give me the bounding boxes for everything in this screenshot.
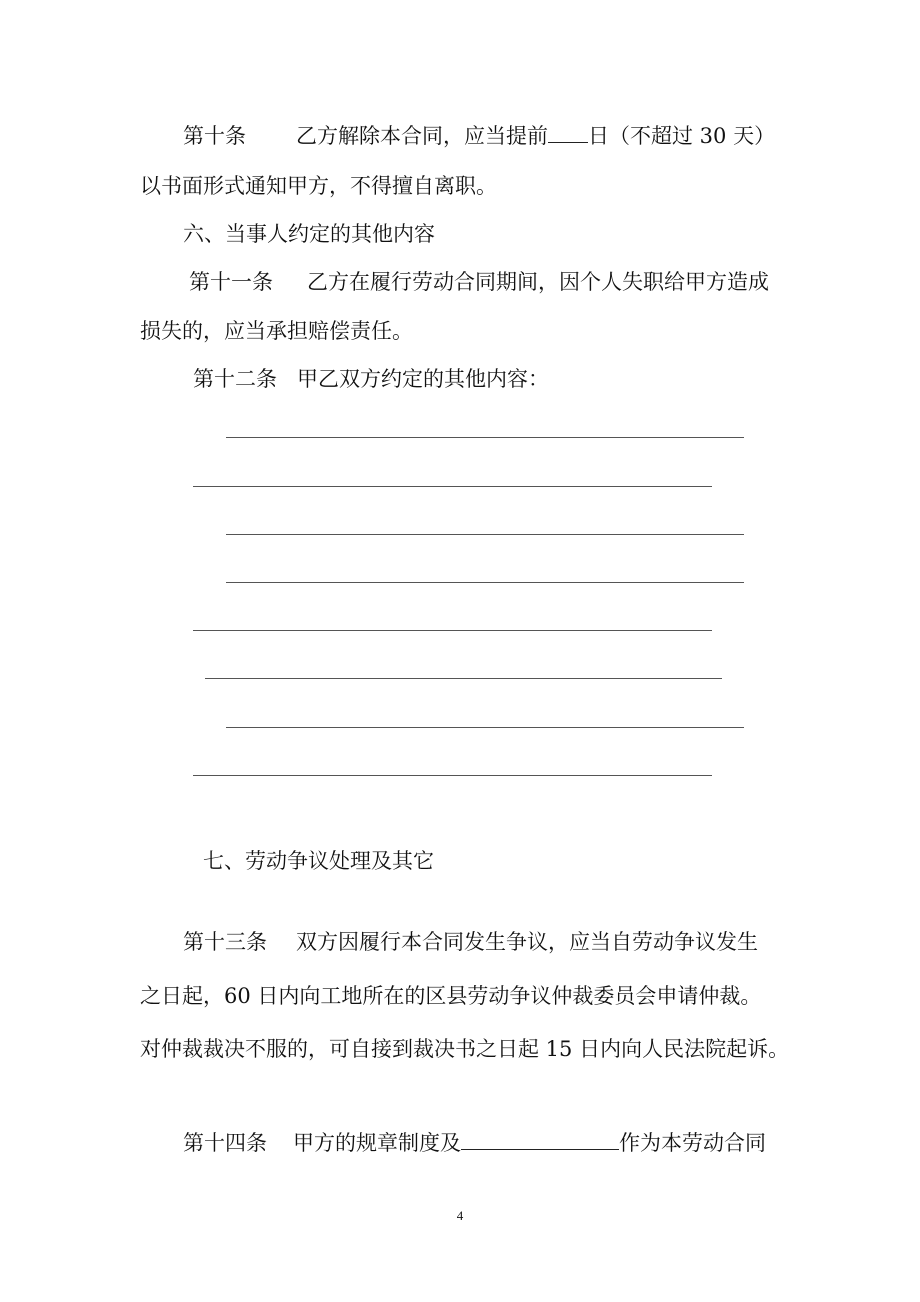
article-13-line-1 (183, 927, 758, 957)
article-12-text: 甲乙双方约定的其他内容： (297, 367, 549, 391)
fill-in-line[interactable] (193, 486, 712, 487)
fill-in-line[interactable] (226, 534, 744, 535)
article-12-label: 第十二条 (193, 367, 277, 391)
article-10-label: 第十条 (183, 124, 246, 148)
section-6-heading: 六、当事人约定的其他内容 (183, 222, 435, 246)
notice-days-blank[interactable] (548, 122, 588, 143)
article-14-line (183, 1128, 766, 1158)
fill-in-line[interactable] (205, 678, 722, 679)
article-11-line-1 (189, 267, 769, 297)
fill-in-line[interactable] (193, 630, 712, 631)
page-number: 4 (456, 1208, 464, 1223)
article-10-line-2: 以书面形式通知甲方，不得擅自离职。 (140, 174, 497, 198)
article-14-label: 第十四条 (183, 1131, 267, 1155)
article-12-line (193, 364, 549, 394)
regulations-blank[interactable] (461, 1129, 619, 1150)
fill-in-line[interactable] (226, 437, 744, 438)
article-10-line-1 (183, 121, 775, 151)
fill-in-line[interactable] (226, 582, 744, 583)
article-11-label: 第十一条 (189, 270, 273, 294)
fill-in-line[interactable] (193, 775, 712, 776)
section-7-heading: 七、劳动争议处理及其它 (203, 849, 434, 873)
article-14-text-a: 甲方的规章制度及 (293, 1131, 461, 1155)
article-10-text-a: 乙方解除本合同，应当提前 (296, 124, 548, 148)
article-13-label: 第十三条 (183, 930, 267, 954)
article-13-line-3: 对仲裁裁决不服的，可自接到裁决书之日起 15 日内向人民法院起诉。 (140, 1037, 790, 1061)
article-13-line-2: 之日起，60 日内向工地所在的区县劳动争议仲裁委员会申请仲裁。 (140, 984, 762, 1008)
article-11-text: 乙方在履行劳动合同期间，因个人失职给甲方造成 (307, 270, 769, 294)
article-13-text: 双方因履行本合同发生争议，应当自劳动争议发生 (296, 930, 758, 954)
article-14-text-b: 作为本劳动合同 (619, 1131, 766, 1155)
fill-in-line[interactable] (226, 727, 744, 728)
article-10-text-b: 日（不超过 30 天） (588, 124, 776, 148)
article-11-line-2: 损失的，应当承担赔偿责任。 (140, 319, 413, 343)
